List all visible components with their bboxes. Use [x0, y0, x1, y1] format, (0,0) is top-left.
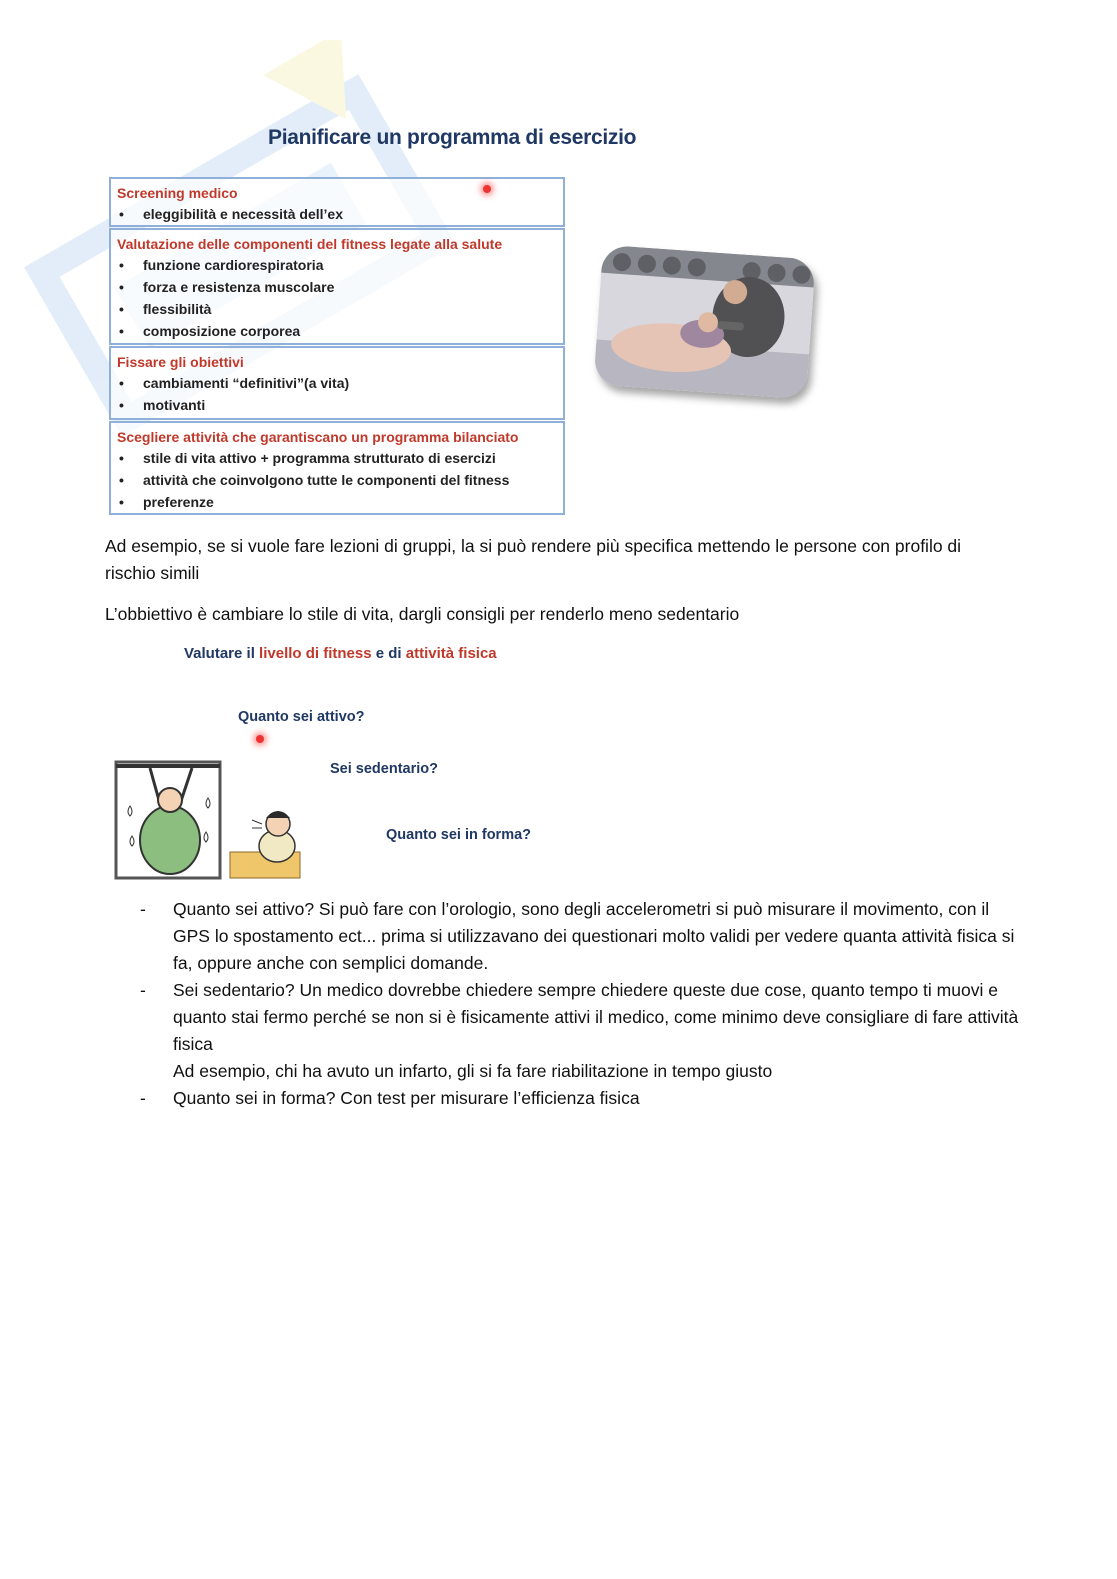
paragraph-obbiettivo: L’obbiettivo è cambiare lo stile di vita, dargli consigli per renderlo meno sedentario	[105, 604, 740, 624]
cartoon-illustration	[112, 758, 312, 880]
bullet-item: • attività che coinvolgono tutte le componenti del fitness	[117, 469, 557, 491]
question-list	[140, 896, 1020, 1112]
list-item	[140, 896, 1020, 977]
question-sedentario: Sei sedentario?	[330, 761, 438, 777]
title-part: e di	[371, 645, 406, 662]
list-item-text: Quanto sei in forma? Con test per misurare l’efficienza fisica	[173, 1088, 640, 1108]
bullet-item: • preferenze	[117, 491, 557, 513]
pointer-dot	[256, 735, 264, 743]
question-forma: Quanto sei in forma?	[386, 827, 532, 843]
bullet-item: • cambiamenti “definitivi”(a vita)	[117, 372, 557, 394]
slide-title-valutare	[184, 645, 497, 662]
list-item	[140, 1085, 1020, 1112]
bullet-item: • motivanti	[117, 394, 557, 416]
box-heading: Screening medico	[117, 185, 238, 201]
slide-title-pianificare: Pianificare un programma di esercizio	[268, 126, 637, 149]
bullet-item: • stile di vita attivo + programma strutturato di esercizi	[117, 447, 557, 469]
title-highlight: attività fisica	[405, 645, 497, 662]
box-heading: Scegliere attività che garantiscano un programma bilanciato	[117, 429, 519, 445]
pointer-dot	[483, 185, 491, 193]
box-heading: Valutazione delle componenti del fitness legate alla salute	[117, 236, 503, 252]
valutazione-box	[109, 228, 565, 345]
obiettivi-box	[109, 346, 565, 420]
box-heading: Fissare gli obiettivi	[117, 354, 244, 370]
question-attivo: Quanto sei attivo?	[238, 709, 365, 725]
gym-photo	[593, 245, 815, 400]
list-item-text: Sei sedentario? Un medico dovrebbe chiedere sempre chiedere queste due cose, quanto tempo ti muovi e quanto stai fermo perché se non si è fisicamente attivi il medico, come minimo deve consigliare di fare attività fisica	[173, 980, 1019, 1054]
list-item-continuation: Ad esempio, chi ha avuto un infarto, gli si fa fare riabilitazione in tempo giusto	[173, 1061, 773, 1081]
list-item-text: Quanto sei attivo? Si può fare con l’orologio, sono degli accelerometri si può misurare il movimento, con il GPS lo spostamento ect... prima si utilizzavano dei questionari molto validi per vedere quanta attività fisica si fa, oppure anche con semplici domande.	[173, 899, 1015, 973]
bullet-item: • forza e resistenza muscolare	[117, 276, 557, 298]
screening-box	[109, 177, 565, 227]
bullet-item: • eleggibilità e necessità dell’ex	[117, 203, 557, 225]
paragraph-esempio: Ad esempio, se si vuole fare lezioni di gruppi, la si può rendere più specifica mettendo le persone con profilo di rischio simili	[105, 536, 962, 583]
attivita-box	[109, 421, 565, 515]
title-highlight: livello di fitness	[259, 645, 372, 662]
bullet-item: • flessibilità	[117, 298, 557, 320]
bullet-item: • funzione cardiorespiratoria	[117, 254, 557, 276]
list-item	[140, 977, 1020, 1085]
bullet-item: • composizione corporea	[117, 320, 557, 342]
title-part: Valutare il	[184, 645, 260, 662]
